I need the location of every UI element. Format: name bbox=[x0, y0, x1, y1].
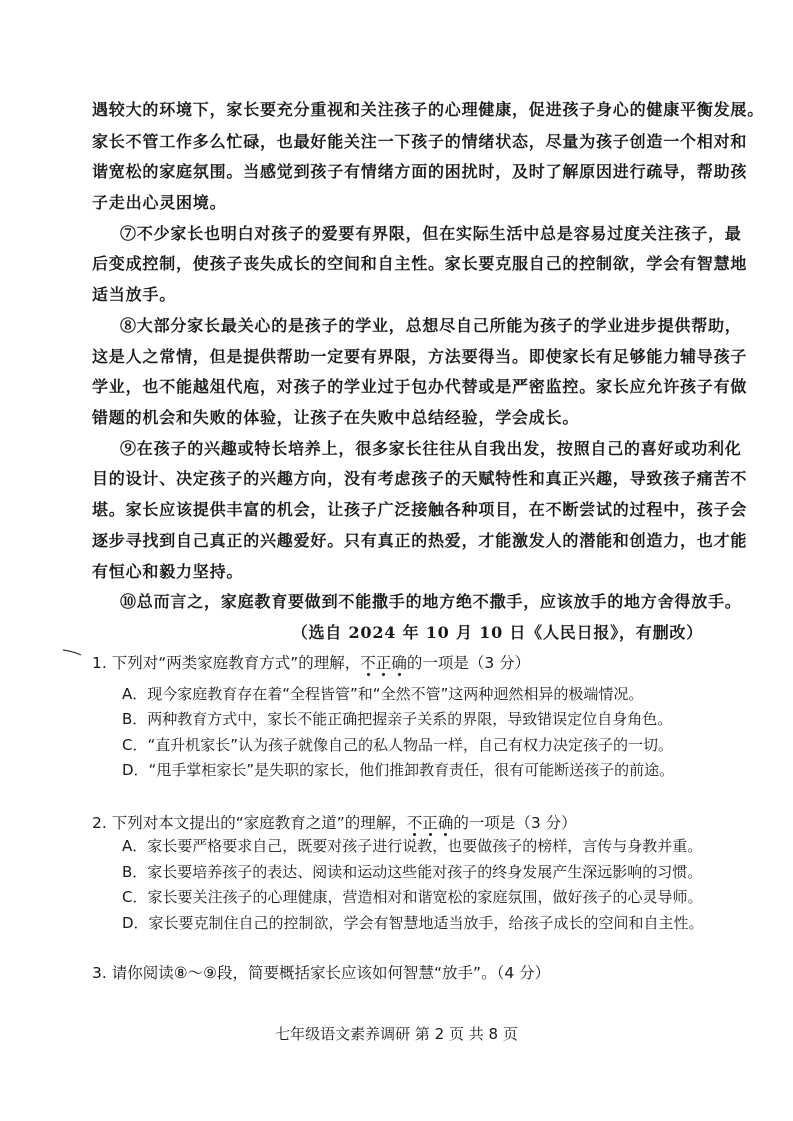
passage-line: 遇较大的环境下，家长要充分重视和关注孩子的心理健康，促进孩子身心的健康平衡发展。 bbox=[92, 100, 765, 119]
passage-line: 谐宽松的家庭氛围。当感觉到孩子有情绪方面的困扰时，及时了解原因进行疏导，帮助孩 bbox=[92, 162, 748, 181]
paragraph-8-start: ⑧大部分家长最关心的是孩子的学业，总想尽自己所能为孩子的学业进步提供帮助， bbox=[120, 316, 742, 335]
emphasis-char: 不 bbox=[406, 814, 423, 832]
paragraph-7-start: ⑦不少家长也明白对孩子的爱要有界限，但在实际生活中总是容易过度关注孩子，最 bbox=[120, 224, 742, 243]
passage-line: 这是人之常情，但是提供帮助一定要有界限，方法要得当。即使家长有足够能力辅导孩子 bbox=[92, 347, 748, 366]
paragraph-10: ⑩总而言之，家庭教育要做到不能撒手的地方绝不撒手，应该放手的地方舍得放手。 bbox=[120, 592, 742, 611]
passage-line: 错题的机会和失败的体验，让孩子在失败中总结经验，学会成长。 bbox=[92, 408, 580, 427]
question-1-option-a: A．现今家庭教育存在着“全程皆管”和“全然不管”这两种迥然相异的极端情况。 bbox=[122, 685, 644, 703]
emphasis-char: 确 bbox=[391, 654, 407, 672]
question-2-score: 的一项是（3 分） bbox=[453, 814, 577, 832]
question-2-prompt: 2. 下列对本文提出的“家庭教育之道”的理解， bbox=[92, 814, 407, 832]
question-1-title bbox=[92, 651, 530, 675]
passage-line: 有恒心和毅力坚持。 bbox=[92, 562, 244, 581]
passage-line: 目的设计、决定孩子的兴趣方向，没有考虑孩子的天赋特性和真正兴趣，导致孩子痛苦不 bbox=[92, 469, 748, 488]
passage-line: 堪。家长应该提供丰富的机会，让孩子广泛接触各种项目，在不断尝试的过程中，孩子会 bbox=[92, 500, 748, 519]
passage-line: 适当放手。 bbox=[92, 285, 177, 304]
source-citation: （选自 2024 年 10 月 10 日《人民日报》，有删改） bbox=[291, 623, 703, 642]
emphasis-char: 不 bbox=[360, 654, 376, 672]
scan-mark bbox=[62, 648, 82, 656]
passage-line: 家长不管工作多么忙碌，也最好能关注一下孩子的情绪状态，尽量为孩子创造一个相对和 bbox=[92, 132, 748, 151]
emphasis-char: 正 bbox=[375, 654, 392, 672]
question-2-option-b: B．家长要培养孩子的表达、阅读和运动这些能对孩子的终身发展产生深远影响的习惯。 bbox=[122, 863, 703, 881]
question-2-title bbox=[92, 811, 577, 835]
question-1-option-b: B．两种教育方式中，家长不能正确把握亲子关系的界限，导致错误定位自身角色。 bbox=[122, 710, 673, 728]
question-2-option-d: D．家长要克制住自己的控制欲，学会有智慧地适当放手，给孩子成长的空间和自主性。 bbox=[122, 914, 704, 932]
question-1-score: 的一项是（3 分） bbox=[406, 654, 531, 672]
passage-line: 逐步寻找到自己真正的兴趣爱好。只有真正的热爱，才能激发人的潜能和创造力，也才能 bbox=[92, 531, 748, 550]
question-1-option-d: D．“甩手掌柜家长”是失职的家长，他们推卸教育责任，很有可能断送孩子的前途。 bbox=[122, 761, 675, 779]
question-2-option-c: C．家长要关注孩子的心理健康，营造相对和谐宽松的家庭氛围，做好孩子的心灵导师。 bbox=[122, 888, 703, 906]
emphasis-char: 确 bbox=[437, 814, 454, 832]
paragraph-9-start: ⑨在孩子的兴趣或特长培养上，很多家长往往从自我出发，按照自己的喜好或功利化 bbox=[120, 439, 742, 458]
passage-line: 学业，也不能越俎代庖，对孩子的学业过于包办代替或是严密监控。家长应允许孩子有做 bbox=[92, 377, 748, 396]
question-1-prompt: 1. 下列对“两类家庭教育方式”的理解， bbox=[92, 654, 361, 672]
passage-line: 后变成控制，使孩子丧失成长的空间和自主性。家长要克服自己的控制欲，学会有智慧地 bbox=[92, 254, 748, 273]
passage-line: 子走出心灵困境。 bbox=[92, 193, 227, 212]
emphasis-char: 正 bbox=[422, 814, 438, 832]
page-footer: 七年级语文素养调研 第 2 页 共 8 页 bbox=[275, 1025, 518, 1043]
question-1-option-c: C．“直升机家长”认为孩子就像自己的私人物品一样，自己有权力决定孩子的一切。 bbox=[122, 736, 674, 754]
question-2-option-a: A．家长要严格要求自己，既要对孩子进行说教，也要做孩子的榜样，言传与身教并重。 bbox=[122, 837, 703, 855]
question-3-title: 3. 请你阅读⑧～⑨段，简要概括家长应该如何智慧“放手”。（4 分） bbox=[92, 964, 551, 982]
